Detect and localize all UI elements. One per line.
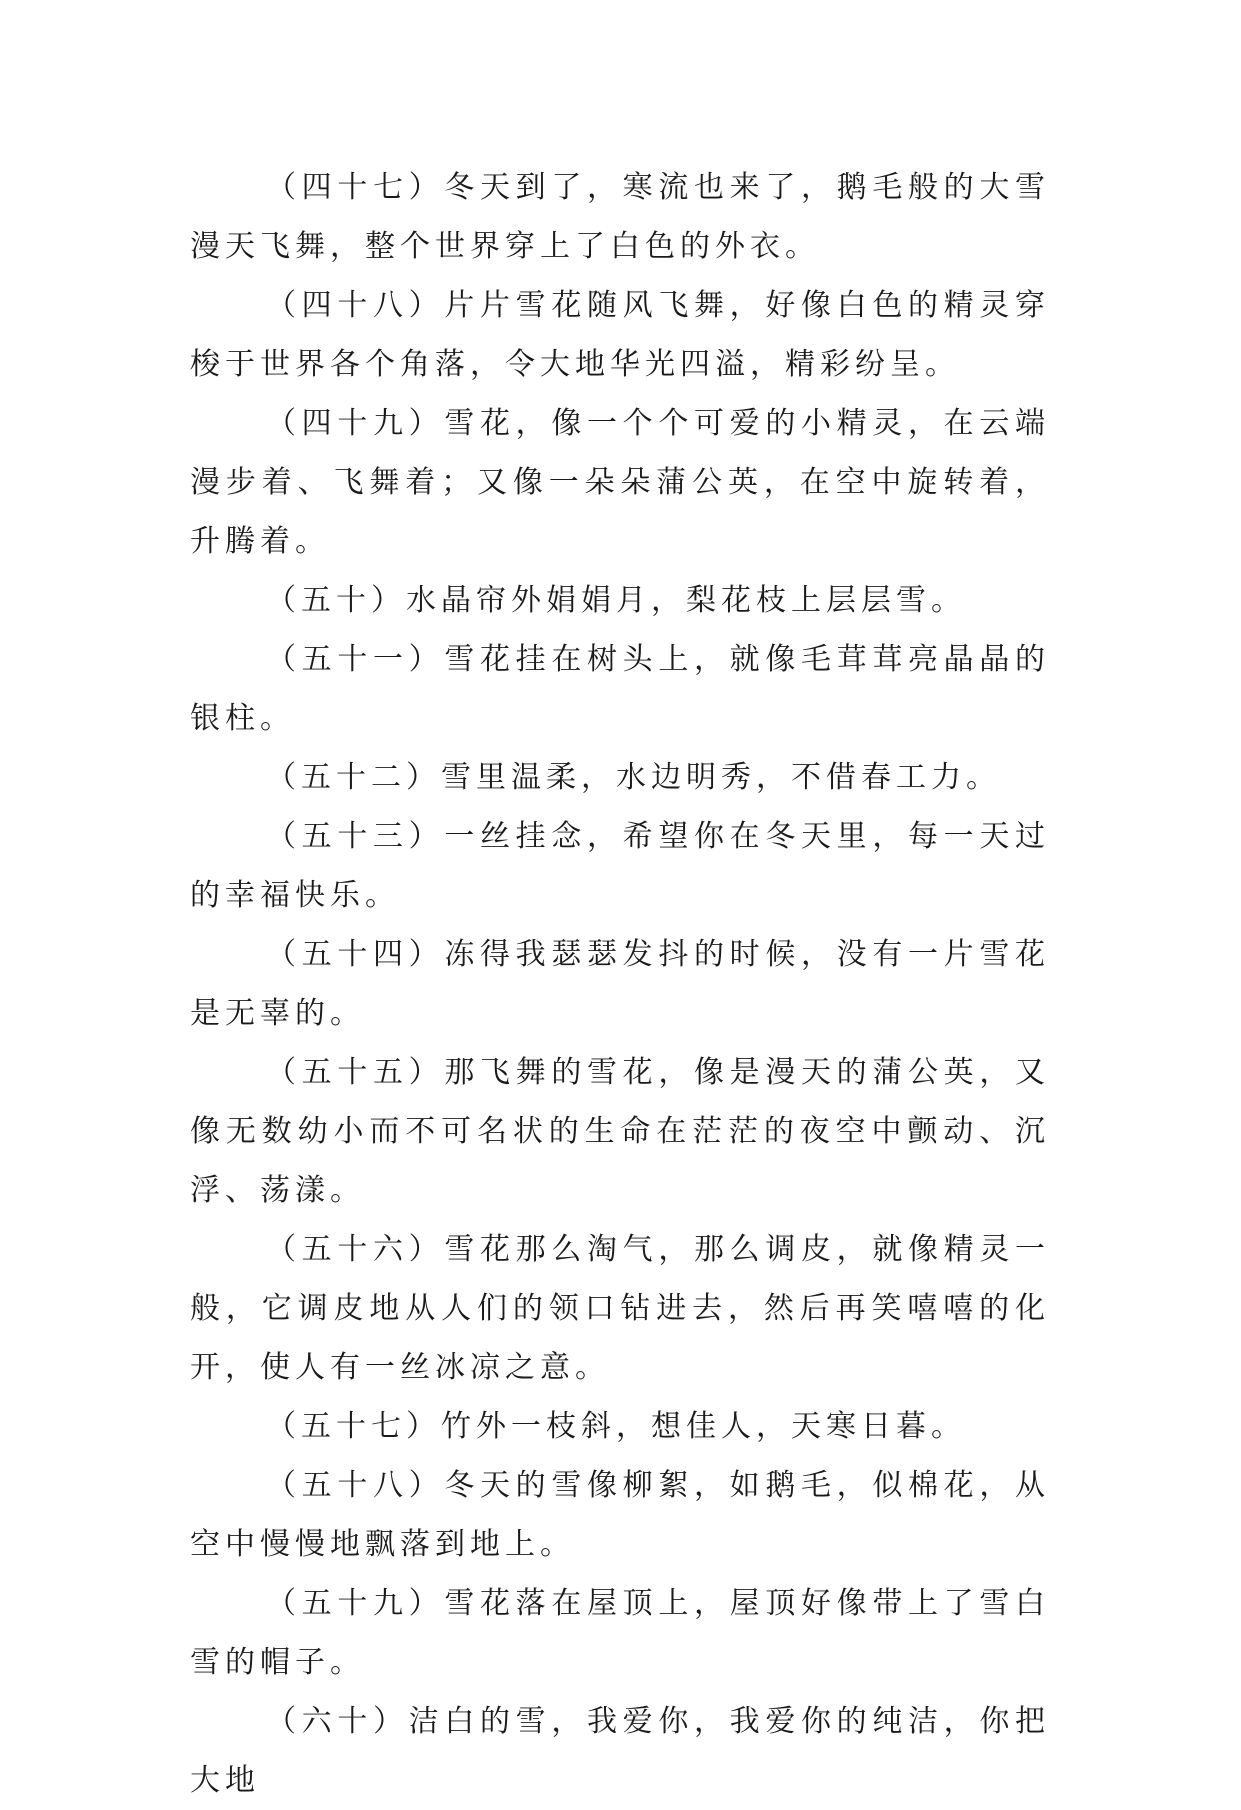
paragraph-51: （五十一）雪花挂在树头上，就像毛茸茸亮晶晶的银柱。 xyxy=(190,642,1050,736)
paragraph-53: （五十三）一丝挂念，希望你在冬天里，每一天过的幸福快乐。 xyxy=(190,819,1050,913)
paragraph-49: （四十九）雪花，像一个个可爱的小精灵，在云端漫步着、飞舞着；又像一朵朵蒲公英，在空中旋转着，升腾着。 xyxy=(190,406,1050,559)
paragraph-50: （五十）水晶帘外娟娟月，梨花枝上层层雪。 xyxy=(266,583,966,618)
paragraph-56: （五十六）雪花那么淘气，那么调皮，就像精灵一般，它调皮地从人们的领口钻进去，然后再笑嘻嘻的化开，使人有一丝冰凉之意。 xyxy=(190,1232,1050,1385)
paragraph-48: （四十八）片片雪花随风飞舞，好像白色的精灵穿梭于世界各个角落，令大地华光四溢，精彩纷呈。 xyxy=(190,288,1050,382)
paragraph-60: （六十）洁白的雪，我爱你，我爱你的纯洁，你把大地 xyxy=(190,1704,1050,1798)
paragraph-47: （四十七）冬天到了，寒流也来了，鹅毛般的大雪漫天飞舞，整个世界穿上了白色的外衣。 xyxy=(190,170,1050,264)
paragraph-54: （五十四）冻得我瑟瑟发抖的时候，没有一片雪花是无辜的。 xyxy=(190,937,1050,1031)
paragraph-55: （五十五）那飞舞的雪花，像是漫天的蒲公英，又像无数幼小而不可名状的生命在茫茫的夜空中颤动、沉浮、荡漾。 xyxy=(190,1055,1050,1208)
body-text xyxy=(190,158,1050,1810)
paragraph-52: （五十二）雪里温柔，水边明秀，不借春工力。 xyxy=(266,760,1001,795)
paragraph-57: （五十七）竹外一枝斜，想佳人，天寒日暮。 xyxy=(266,1409,966,1444)
paragraph-58: （五十八）冬天的雪像柳絮，如鹅毛，似棉花，从空中慢慢地飘落到地上。 xyxy=(190,1468,1050,1562)
paragraph-59: （五十九）雪花落在屋顶上，屋顶好像带上了雪白雪的帽子。 xyxy=(190,1586,1050,1680)
